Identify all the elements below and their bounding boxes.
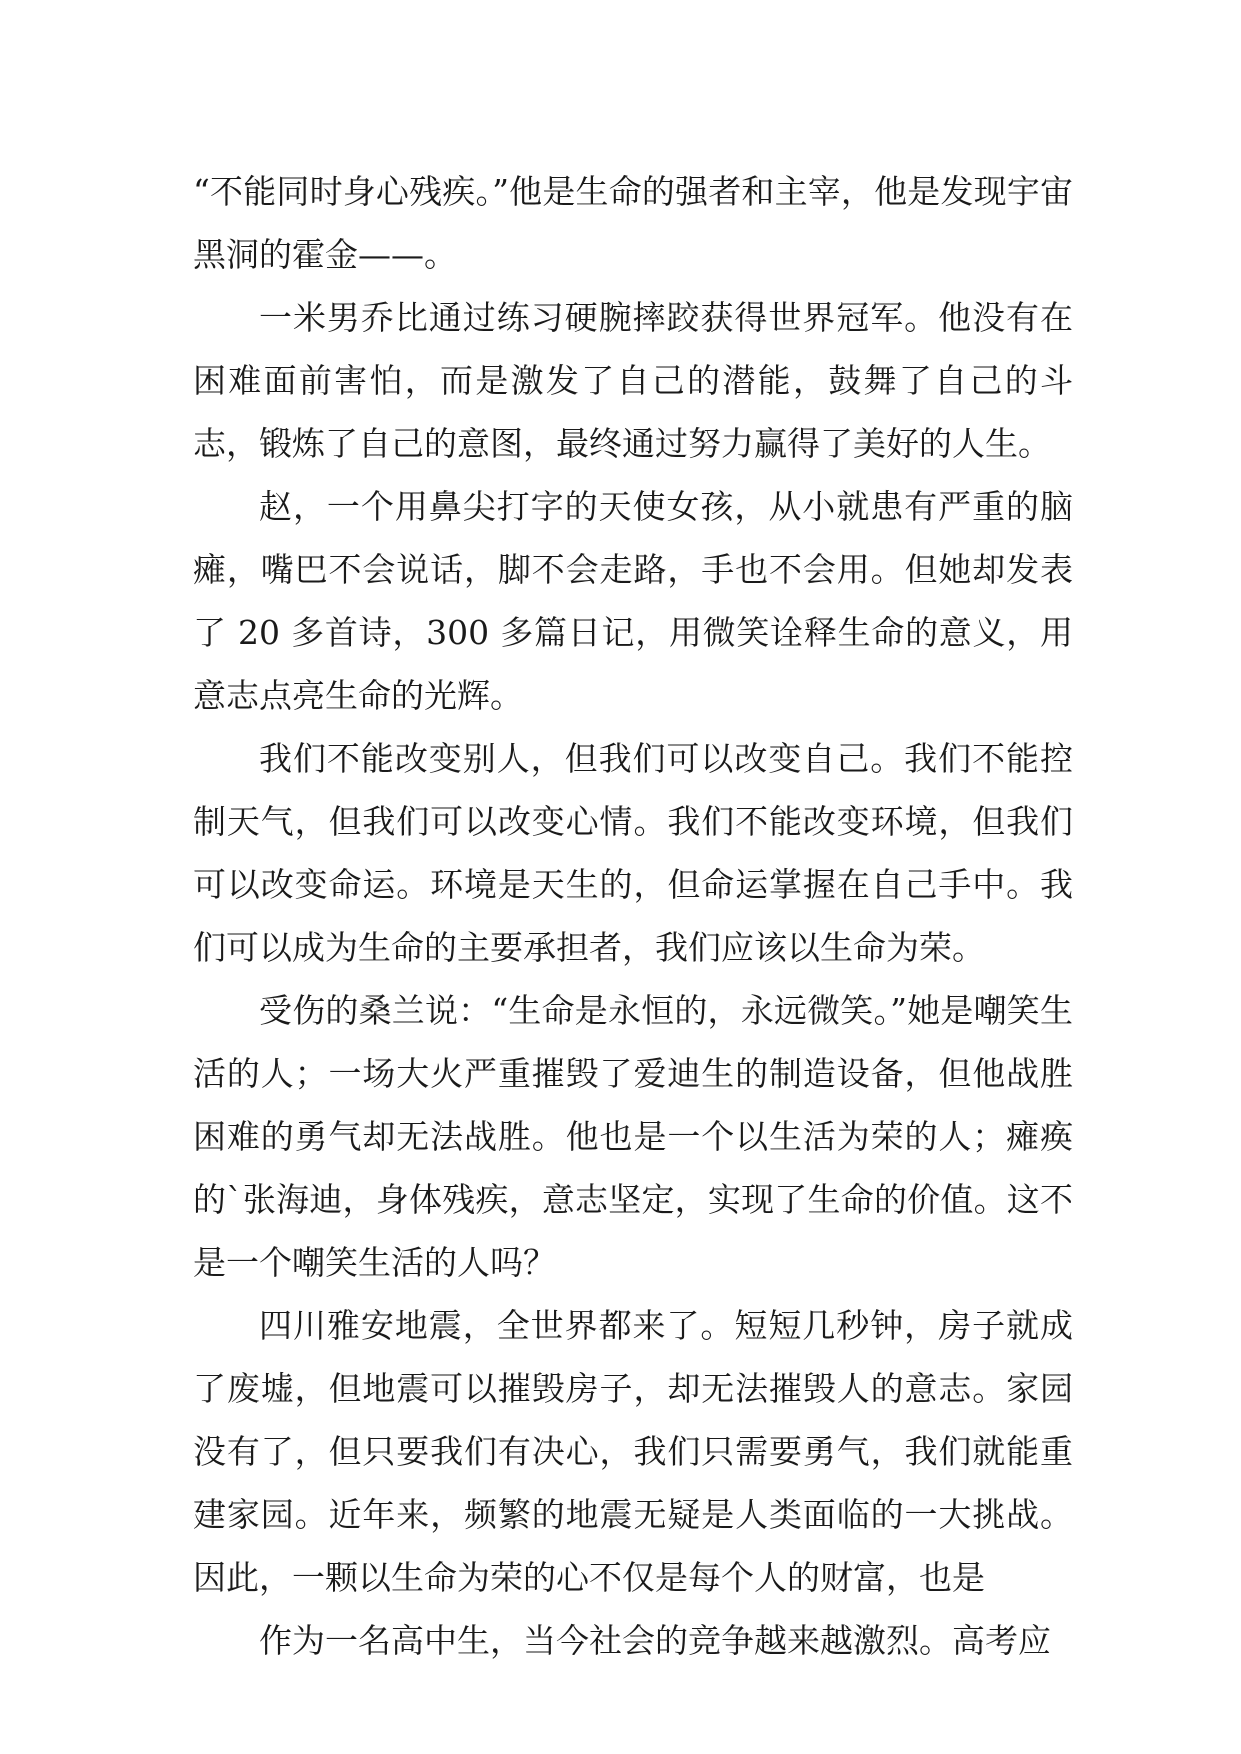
- paragraph-change-ourselves: 我们不能改变别人，但我们可以改变自己。我们不能控制天气，但我们可以改变心情。我们不能改变环境，但我们可以改变命运。环境是天生的，但命运掌握在自己手中。我们可以成为生命的主要承担者，我们应该以生命为荣。: [193, 739, 1073, 967]
- paragraph-wrestling-champion: 一米男乔比通过练习硬腕摔跤获得世界冠军。他没有在困难面前害怕，而是激发了自己的潜能，鼓舞了自己的斗志，锻炼了自己的意图，最终通过努力赢得了美好的人生。: [193, 298, 1073, 463]
- paragraph-zhao: 赵，一个用鼻尖打字的天使女孩，从小就患有严重的脑瘫，嘴巴不会说话，脚不会走路，手也不会用。但她却发表了 20 多首诗，300 多篇日记，用微笑诠释生命的意义，用意志点亮生命的光辉。: [193, 487, 1073, 715]
- paragraph-high-school-student: 作为一名高中生，当今社会的竞争越来越激烈。高考应: [259, 1621, 1051, 1660]
- document-body: [193, 160, 1073, 1672]
- paragraph-sang-lan: 受伤的桑兰说：“生命是永恒的，永远微笑。”她是嘲笑生活的人；一场大火严重摧毁了爱迪生的制造设备，但他战胜困难的勇气却无法战胜。他也是一个以生活为荣的人；瘫痪的`张海迪，身体残疾，意志坚定，实现了生命的价值。这不是一个嘲笑生活的人吗？: [193, 991, 1073, 1282]
- paragraph-hawking: “不能同时身心残疾。”他是生命的强者和主宰，他是发现宇宙黑洞的霍金——。: [193, 172, 1073, 274]
- paragraph-yaan-earthquake: 四川雅安地震，全世界都来了。短短几秒钟，房子就成了废墟，但地震可以摧毁房子，却无法摧毁人的意志。家园没有了，但只要我们有决心，我们只需要勇气，我们就能重建家园。近年来，频繁的地震无疑是人类面临的一大挑战。因此，一颗以生命为荣的心不仅是每个人的财富，也是: [193, 1306, 1073, 1597]
